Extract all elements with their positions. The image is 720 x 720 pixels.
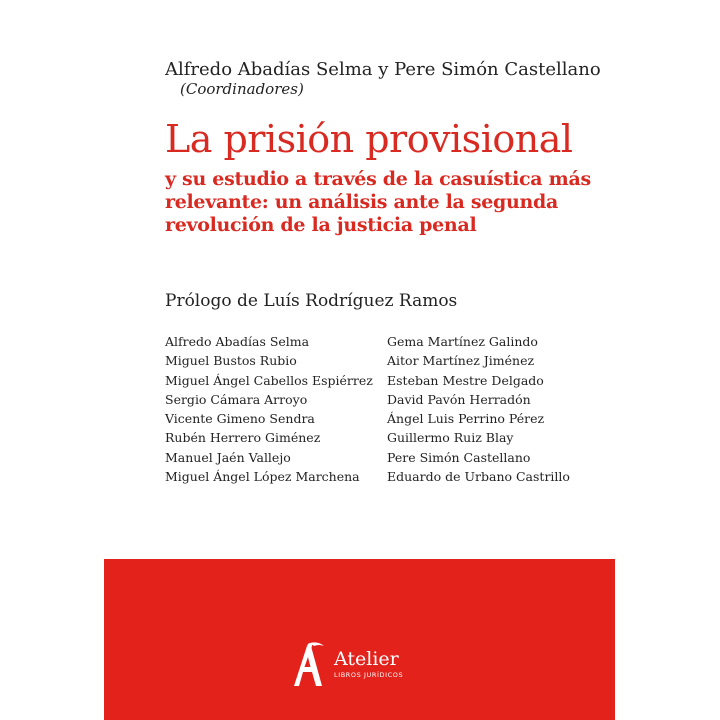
author-name: Guillermo Ruiz Blay <box>387 430 514 446</box>
author-name: Aitor Martínez Jiménez <box>387 353 535 369</box>
author-name: Alfredo Abadías Selma <box>165 334 310 349</box>
subtitle-line: relevante: un análisis ante la segunda <box>165 191 559 213</box>
subtitle-line: y su estudio a través de la casuística más <box>165 168 591 190</box>
author-name: Miguel Ángel Cabellos Espiérrez <box>165 372 373 388</box>
book-title: La prisión provisional <box>165 117 573 161</box>
author-name: Ángel Luis Perrino Pérez <box>387 411 545 427</box>
author-name: Vicente Gimeno Sendra <box>165 411 315 427</box>
book-subtitle <box>165 168 591 237</box>
atelier-logo-icon <box>290 640 326 690</box>
author-name: Manuel Jaén Vallejo <box>165 449 291 465</box>
author-name: Miguel Ángel López Marchena <box>165 469 360 485</box>
authors-list-left <box>165 332 373 486</box>
publisher-tagline: LIBROS JURÍDICOS <box>334 671 404 679</box>
publisher-logo <box>290 640 430 690</box>
author-name: Sergio Cámara Arroyo <box>165 391 308 407</box>
author-name: Gema Martínez Galindo <box>387 334 538 349</box>
author-name: David Pavón Herradón <box>387 391 531 407</box>
author-name: Miguel Bustos Rubio <box>165 353 297 369</box>
author-name: Eduardo de Urbano Castrillo <box>387 469 570 485</box>
author-name: Pere Simón Castellano <box>387 449 531 465</box>
subtitle-line: revolución de la justicia penal <box>165 214 477 236</box>
author-name: Rubén Herrero Giménez <box>165 430 321 446</box>
coordinators: Alfredo Abadías Selma y Pere Simón Castellano <box>165 59 601 80</box>
publisher-name: Atelier <box>334 648 399 670</box>
author-name: Esteban Mestre Delgado <box>387 372 544 388</box>
prologue-credit: Prólogo de Luís Rodríguez Ramos <box>165 291 458 311</box>
coordinators-role: (Coordinadores) <box>180 80 304 98</box>
authors-list-right <box>387 332 570 486</box>
